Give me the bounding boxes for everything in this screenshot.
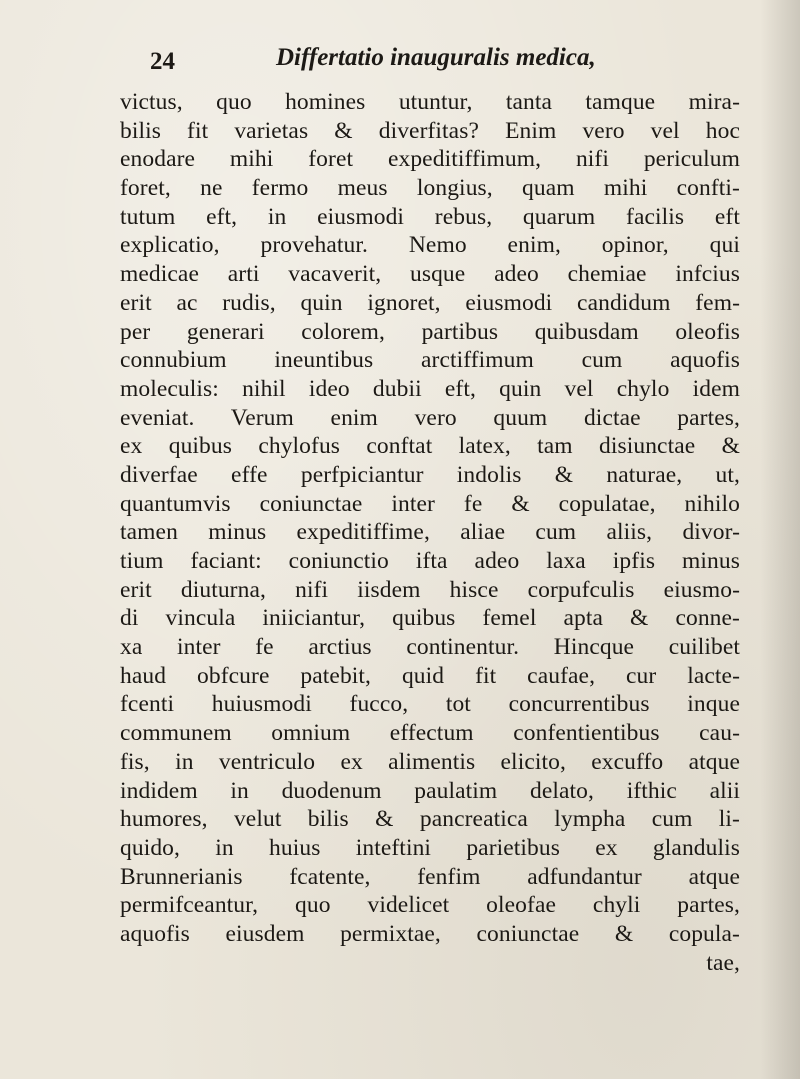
text-line: bilis fit varietas & diverfitas? Enim vero vel hoc: [120, 117, 740, 144]
text-line: erit diuturna, nifi iisdem hisce corpufculis eiusmo-: [120, 576, 740, 603]
text-line: fis, in ventriculo ex alimentis elicito, excuffo atque: [120, 748, 740, 775]
text-line: communem omnium effectum confentientibus cau-: [120, 720, 740, 747]
text-line: fcenti huiusmodi fucco, tot concurrentibus inque: [120, 691, 740, 718]
text-line: medicae arti vacaverit, usque adeo chemiae infcius: [120, 261, 740, 288]
text-line: foret, ne fermo meus longius, quam mihi confti-: [120, 175, 740, 202]
text-line: enodare mihi foret expeditiffimum, nifi periculum: [120, 146, 740, 173]
text-line: ex quibus chylofus conftat latex, tam disiunctae &: [120, 433, 740, 460]
text-line: permifceantur, quo videlicet oleofae chyli partes,: [120, 892, 740, 919]
text-line: di vincula iniiciantur, quibus femel apta & conne-: [120, 605, 740, 632]
text-line: tamen minus expeditiffime, aliae cum aliis, divor-: [120, 519, 740, 546]
page-header: [150, 38, 710, 78]
text-line: aquofis eiusdem permixtae, coniunctae & copula-: [120, 920, 740, 947]
text-line: diverfae effe perfpiciantur indolis & naturae, ut,: [120, 461, 740, 488]
text-line: moleculis: nihil ideo dubii eft, quin vel chylo idem: [120, 375, 740, 402]
text-line: eveniat. Verum enim vero quum dictae partes,: [120, 404, 740, 431]
text-line: humores, velut bilis & pancreatica lympha cum li-: [120, 806, 740, 833]
text-line: haud obfcure patebit, quid fit caufae, cur lacte-: [120, 662, 740, 689]
page-edge-shadow: [760, 0, 800, 1079]
text-line: victus, quo homines utuntur, tanta tamque mira-: [120, 89, 740, 115]
text-line: xa inter fe arctius continentur. Hincque cuilibet: [120, 634, 740, 661]
text-line: tutum eft, in eiusmodi rebus, quarum facilis eft: [120, 203, 740, 230]
page-number: 24: [150, 48, 175, 75]
body-text: [120, 88, 740, 977]
text-line: tium faciant: coniunctio ifta adeo laxa ipfis minus: [120, 548, 740, 574]
running-title: Differtatio inauguralis medica,: [276, 44, 596, 71]
text-line: Brunnerianis fcatente, fenfim adfundantur atque: [120, 863, 740, 890]
text-line: connubium ineuntibus arctiffimum cum aquofis: [120, 347, 740, 374]
text-line: indidem in duodenum paulatim delato, ifthic alii: [120, 777, 740, 804]
text-line: quantumvis coniunctae inter fe & copulatae, nihilo: [120, 490, 740, 517]
catchword: tae,: [706, 949, 740, 976]
text-line: erit ac rudis, quin ignoret, eiusmodi candidum fem-: [120, 289, 740, 316]
text-line: explicatio, provehatur. Nemo enim, opinor, qui: [120, 232, 740, 259]
text-line: quido, in huius inteftini parietibus ex glandulis: [120, 834, 740, 861]
text-line: per generari colorem, partibus quibusdam oleofis: [120, 318, 740, 345]
